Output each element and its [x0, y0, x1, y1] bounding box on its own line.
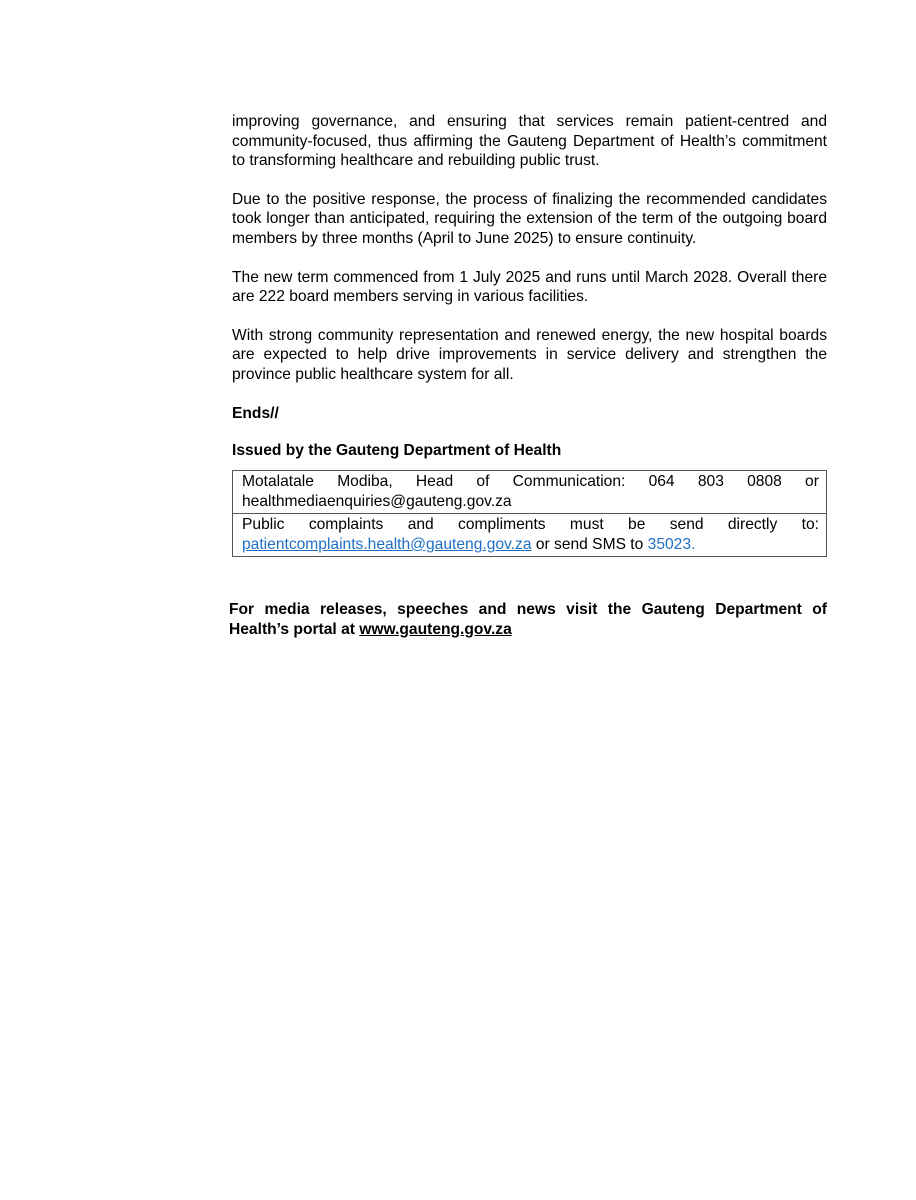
paragraph-community-representation: With strong community representation and renewed energy, the new hospital boards are expected to help drive improvements in service delivery and strengthen the province public healthcare system for all. — [232, 326, 827, 383]
document-body — [232, 112, 827, 557]
issued-by: Issued by the Gauteng Department of Health — [232, 442, 562, 460]
footer-text: For media releases, speeches and news visit the Gauteng Department of Health’s portal at — [229, 601, 827, 638]
contact-cell-complaints — [233, 513, 827, 556]
media-email[interactable]: healthmediaenquiries@gauteng.gov.za — [242, 492, 512, 510]
complaints-line: Public complaints and compliments must be send directly to: — [242, 515, 819, 533]
sms-text: or send SMS to — [531, 535, 648, 553]
portal-url-link[interactable]: www.gauteng.gov.za — [359, 621, 512, 638]
contact-row-media — [233, 470, 827, 513]
ends-marker: Ends// — [232, 404, 279, 422]
contact-cell-media — [233, 470, 827, 513]
media-contact-line: Motalatale Modiba, Head of Communication: 064 803 0808 or — [242, 472, 819, 490]
paragraph-governance: improving governance, and ensuring that services remain patient-centred and community-focused, thus affirming the Gauteng Department of Health’s commitment to transforming healthcare and rebuilding public trust. — [232, 113, 827, 170]
paragraph-positive-response: Due to the positive response, the process of finalizing the recommended candidates took longer than anticipated, requiring the extension of the term of the outgoing board members by three months (April to June 2025) to ensure continuity. — [232, 190, 827, 247]
media-contact-word: Motalatale — [242, 472, 314, 490]
complaints-email-link[interactable]: patientcomplaints.health@gauteng.gov.za — [242, 535, 532, 553]
contact-table — [232, 470, 827, 557]
sms-number[interactable]: 35023. — [647, 535, 696, 553]
contact-row-complaints — [233, 513, 827, 556]
media-portal-note — [229, 600, 827, 640]
complaints-contact-line — [242, 535, 819, 555]
paragraph-new-term: The new term commenced from 1 July 2025 and runs until March 2028. Overall there are 222 board members serving in various facilities. — [232, 268, 827, 306]
